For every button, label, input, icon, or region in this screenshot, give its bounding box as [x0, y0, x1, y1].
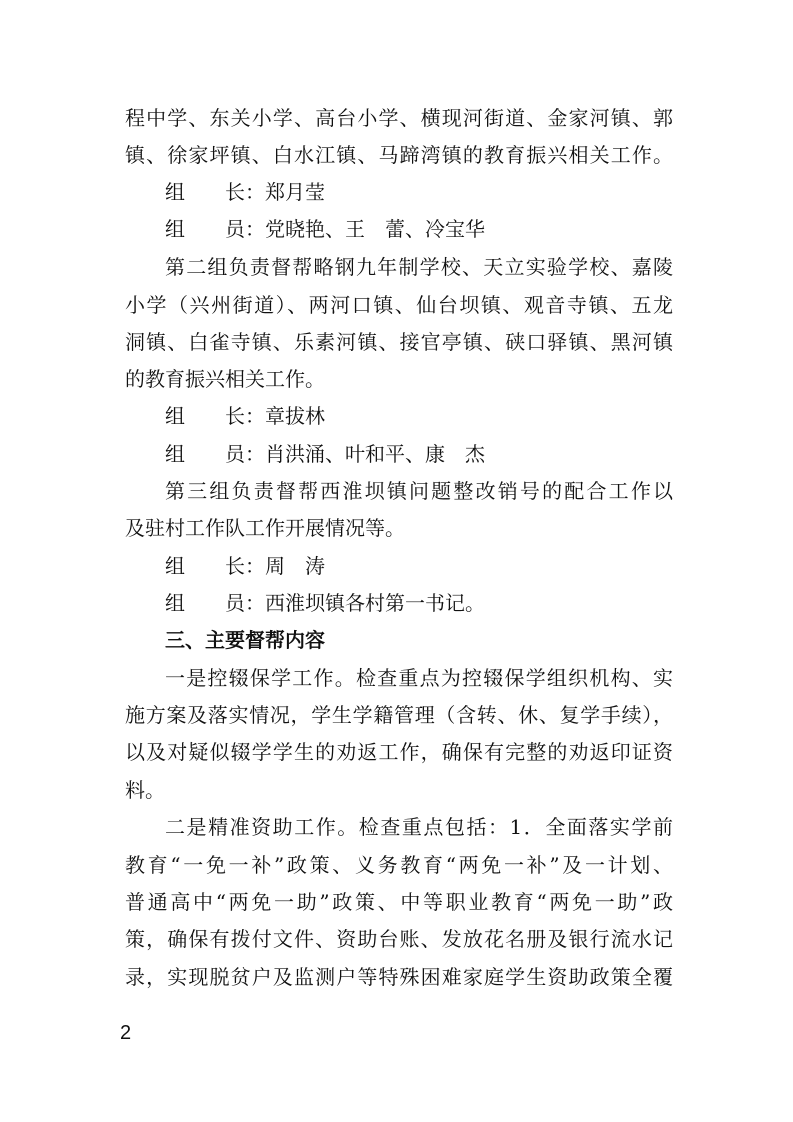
body-text-line: 教育“一免一补”政策、义务教育“两免一补”及一计划、 [125, 853, 673, 877]
body-text-line: 镇、徐家坪镇、白水江镇、马蹄湾镇的教育振兴相关工作。 [125, 143, 673, 167]
group-leader-line: 组 长：郑月莹 [165, 180, 325, 204]
body-text-line: 策，确保有拨付文件、资助台账、发放花名册及银行流水记 [125, 927, 673, 951]
group-members-line: 组 员：西淮坝镇各村第一书记。 [165, 591, 485, 615]
group-members-line: 组 员：党晓艳、王 蕾、冷宝华 [165, 217, 485, 241]
group-members-line: 组 员：肖洪涌、叶和平、康 杰 [165, 442, 485, 466]
body-text-line: 二是精准资助工作。检查重点包括：1．全面落实学前 [165, 815, 673, 839]
body-text-line: 的教育振兴相关工作。 [125, 367, 325, 391]
group-leader-line: 组 长：章拔林 [165, 404, 325, 428]
body-text-line: 程中学、东关小学、高台小学、横现河街道、金家河镇、郭 [125, 106, 673, 130]
body-text-line: 洞镇、白雀寺镇、乐素河镇、接官亭镇、硖口驿镇、黑河镇 [125, 330, 673, 354]
page-number: 2 [120, 1022, 132, 1044]
group-leader-line: 组 长：周 涛 [165, 554, 325, 578]
body-text-line: 普通高中“两免一助”政策、中等职业教育“两免一助”政 [125, 890, 673, 914]
body-text-line: 及驻村工作队工作开展情况等。 [125, 516, 405, 540]
body-text-line: 料。 [125, 778, 165, 802]
body-text-line: 以及对疑似辍学学生的劝返工作，确保有完整的劝返印证资 [125, 740, 673, 764]
body-text-line: 第二组负责督帮略钢九年制学校、天立实验学校、嘉陵 [165, 255, 673, 279]
body-text-line: 一是控辍保学工作。检查重点为控辍保学组织机构、实 [165, 666, 673, 690]
body-text-line: 第三组负责督帮西淮坝镇问题整改销号的配合工作以 [165, 479, 673, 503]
body-text-line: 录，实现脱贫户及监测户等特殊困难家庭学生资助政策全覆 [125, 965, 673, 989]
section-heading: 三、主要督帮内容 [165, 628, 325, 652]
body-text-line: 小学（兴州街道）、两河口镇、仙台坝镇、观音寺镇、五龙 [125, 293, 673, 317]
body-text-line: 施方案及落实情况，学生学籍管理（含转、休、复学手续）， [125, 703, 673, 727]
